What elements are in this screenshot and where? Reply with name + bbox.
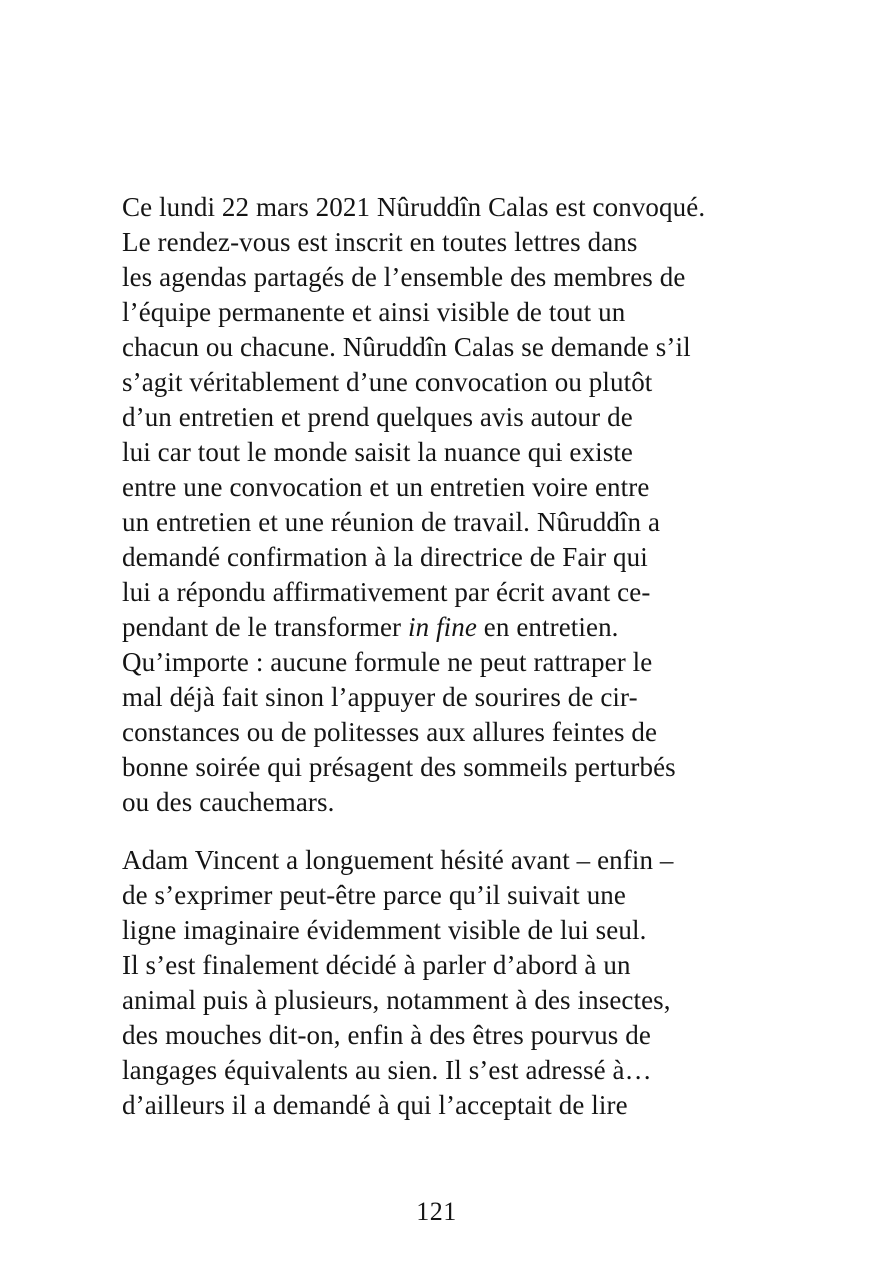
text-line: Adam Vincent a longuement hésité avant – enfin –	[122, 845, 674, 875]
paragraph-2	[122, 843, 728, 1123]
text-line: bonne soirée qui présagent des sommeils perturbés	[122, 752, 676, 782]
text-line: de s’exprimer peut-être parce qu’il suivait une	[122, 880, 626, 910]
text-line: entre une convocation et un entretien voire entre	[122, 472, 650, 502]
page-text-block	[122, 190, 728, 1123]
text-line: Qu’importe : aucune formule ne peut rattraper le	[122, 647, 653, 677]
text-line: d’ailleurs il a demandé à qui l’acceptait de lire	[122, 1090, 628, 1120]
page-footer	[0, 1196, 873, 1228]
paragraph-1	[122, 190, 728, 820]
text-line: l’équipe permanente et ainsi visible de tout un	[122, 297, 626, 327]
text-segment: en entretien.	[476, 612, 619, 642]
text-line: d’un entretien et prend quelques avis autour de	[122, 402, 633, 432]
text-line: un entretien et une réunion de travail. Nûruddîn a	[122, 507, 661, 537]
text-line: langages équivalents au sien. Il s’est adressé à…	[122, 1055, 652, 1085]
text-line: lui a répondu affirmativement par écrit avant ce-	[122, 577, 651, 607]
page-number: 121	[416, 1197, 457, 1226]
text-line: Il s’est finalement décidé à parler d’abord à un	[122, 950, 631, 980]
text-line: chacun ou chacune. Nûruddîn Calas se demande s’il	[122, 332, 691, 362]
text-line: s’agit véritablement d’une convocation ou plutôt	[122, 367, 653, 397]
text-line: Le rendez-vous est inscrit en toutes lettres dans	[122, 227, 638, 257]
text-segment: pendant de le transformer	[122, 612, 408, 642]
text-line: des mouches dit-on, enfin à des êtres pourvus de	[122, 1020, 651, 1050]
text-segment-italic: in fine	[407, 612, 477, 642]
text-line: Ce lundi 22 mars 2021 Nûruddîn Calas est convoqué.	[122, 192, 706, 222]
text-line: les agendas partagés de l’ensemble des membres de	[122, 262, 686, 292]
text-line: ligne imaginaire évidemment visible de lui seul.	[122, 915, 647, 945]
text-line: constances ou de politesses aux allures feintes de	[122, 717, 658, 747]
text-line: mal déjà fait sinon l’appuyer de sourires de cir-	[122, 682, 638, 712]
text-line: lui car tout le monde saisit la nuance qui existe	[122, 437, 634, 467]
text-line: ou des cauchemars.	[122, 787, 335, 817]
text-line: demandé confirmation à la directrice de Fair qui	[122, 542, 648, 572]
text-line	[122, 610, 728, 645]
text-line: animal puis à plusieurs, notamment à des insectes,	[122, 985, 671, 1015]
